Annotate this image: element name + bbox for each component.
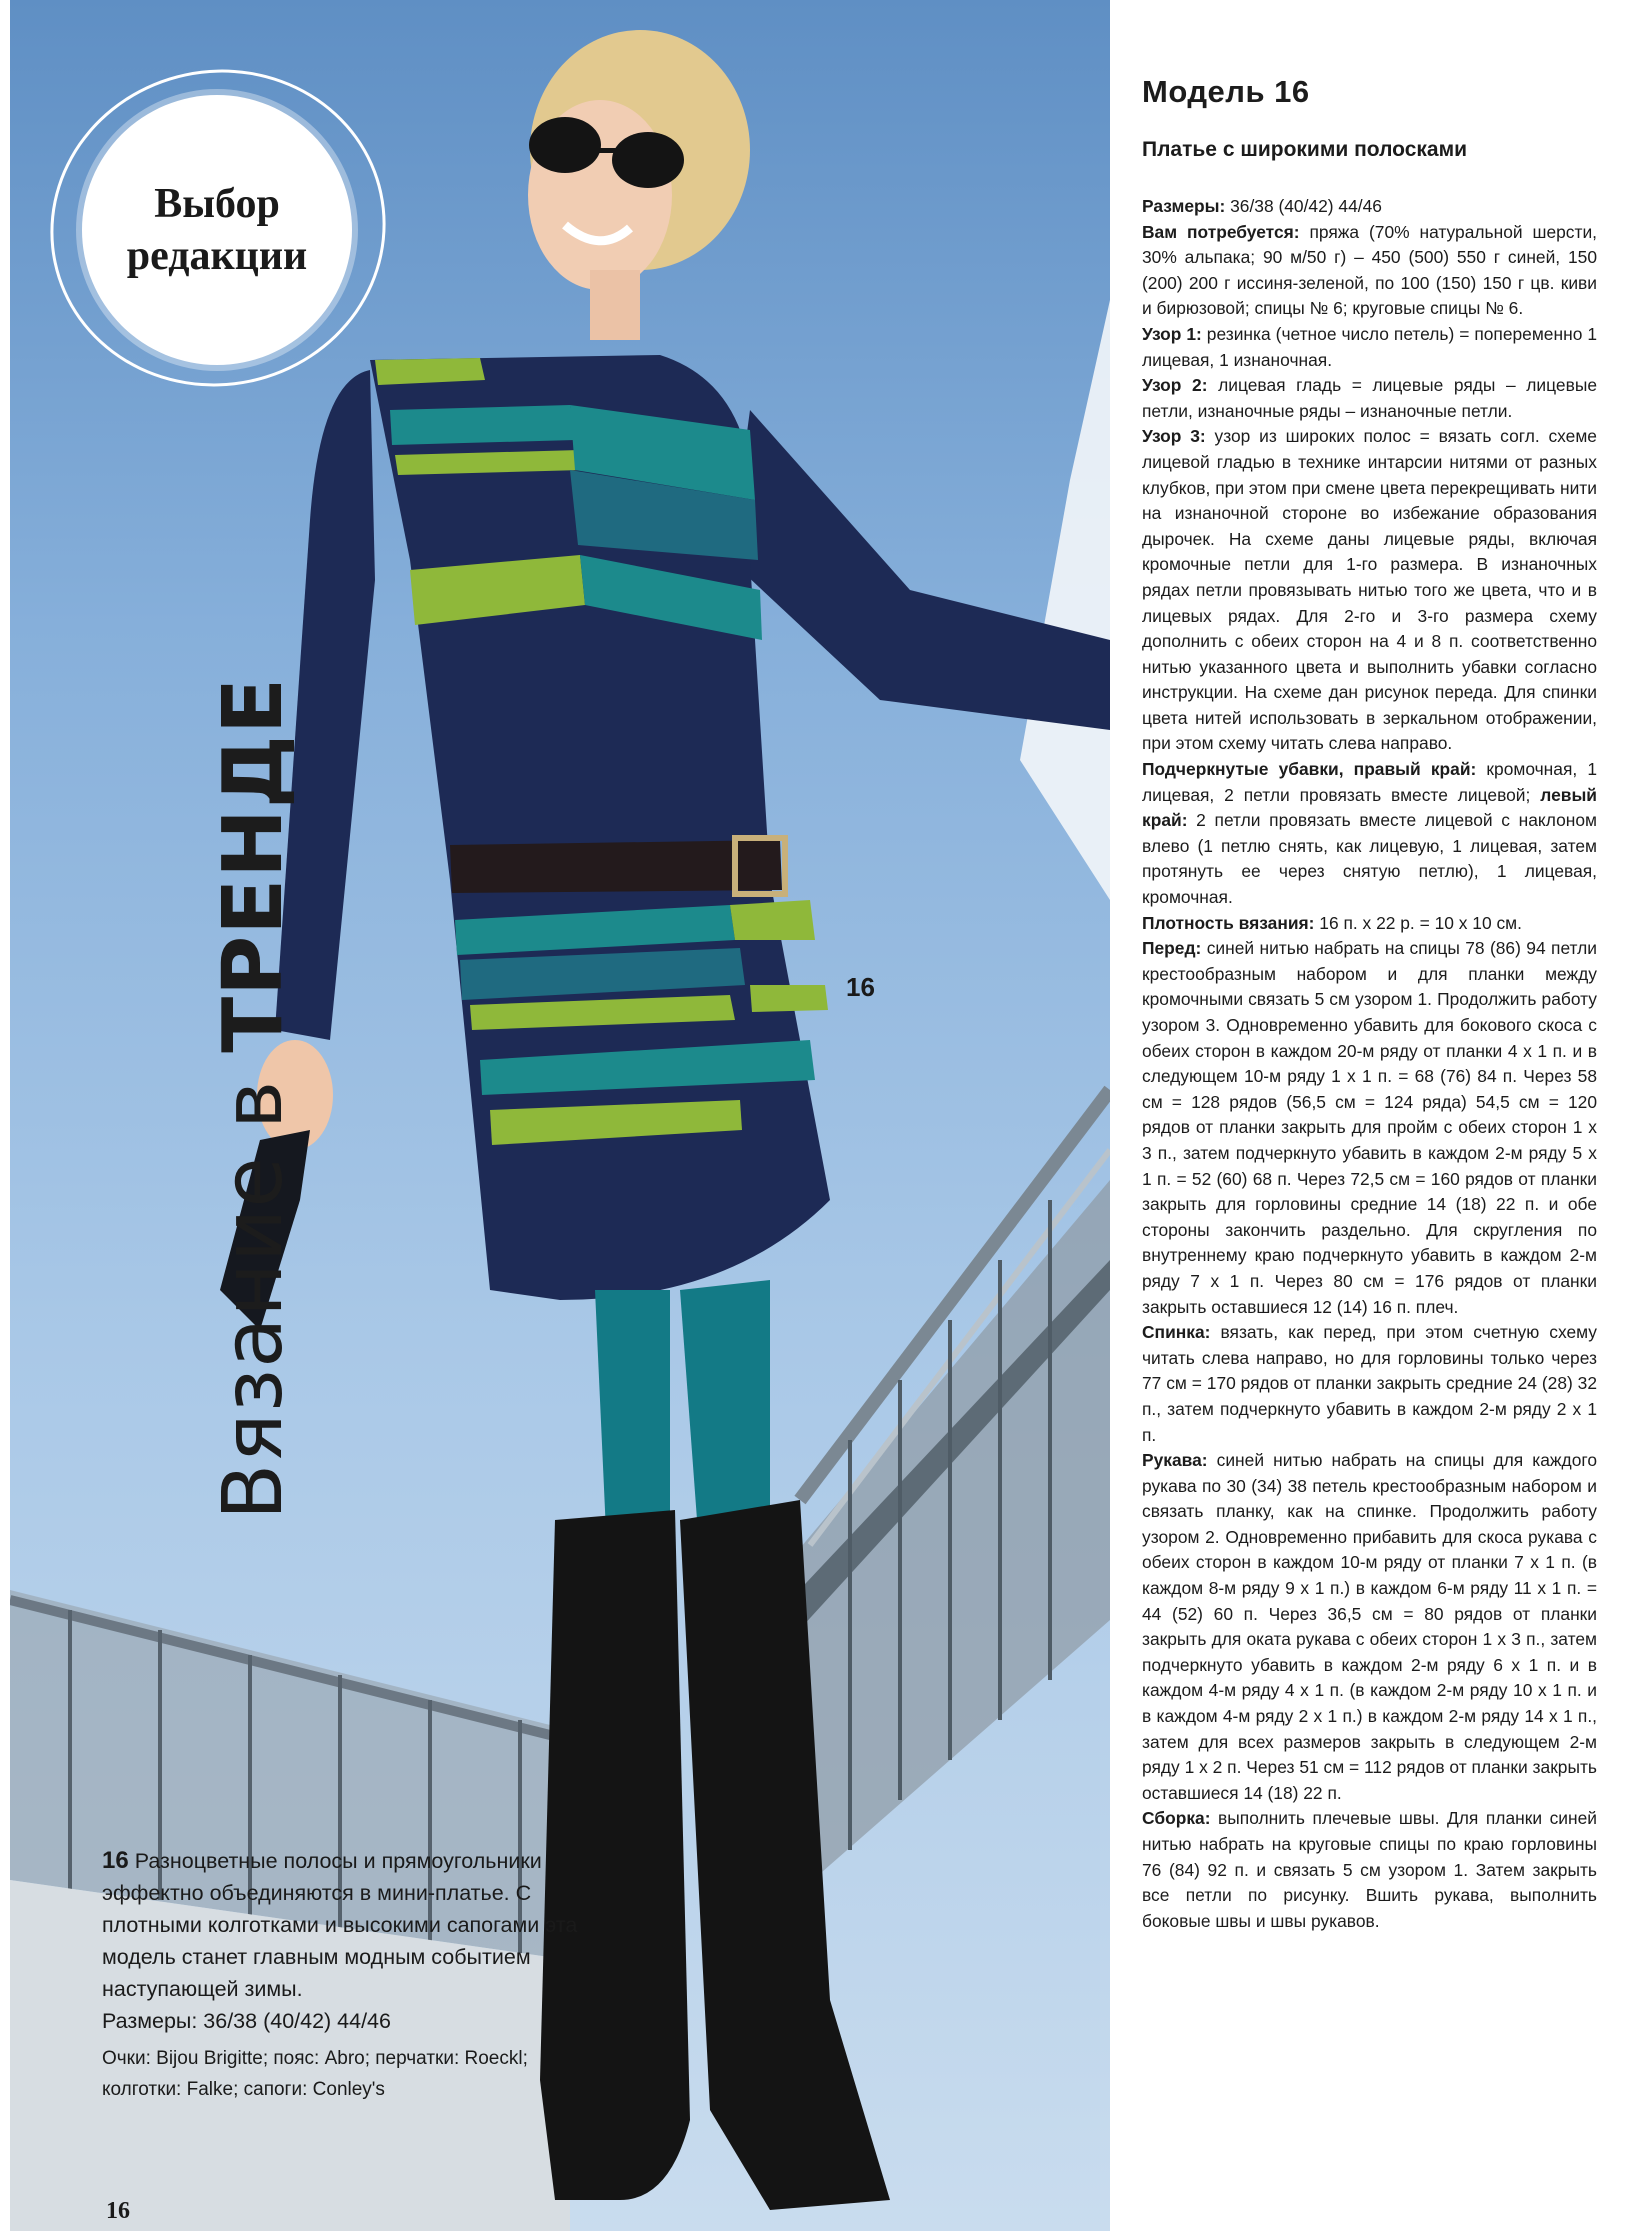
text-pattern-3: узор из широких полос = вязать согл. схеме лицевой гладью в технике интарсии нитями от разных клубков, при этом при смене цвета перекрещивать нити на изнаночной стороне во избежание образования дырочек. На схеме даны лицевые ряды, включая кромочные петли для 1-го размера. В изнаночных рядах петли провязывать нитью того же цвета, что и в лицевых рядах. Для 2-го и 3-го размера схему дополнить с обеих сторон на 4 и 8 п. соответственно нитью указанного цвета и выполнить убавки согласно инструкции. На схеме дан рисунок переда. Для спинки цвета нитей использовать в зеркальном отображении, при этом схему читать слева направо. [1142,426,1597,754]
pattern-instructions [1142,74,1597,1934]
model-title: Модель 16 [1142,74,1310,109]
section-title-part2: ТРЕНДЕ [206,677,301,1053]
text-pattern-1: резинка (четное число петель) = попеременно 1 лицевая, 1 изнаночная. [1142,323,1597,370]
text-sizes: 36/38 (40/42) 44/46 [1225,196,1382,216]
label-front: Перед: [1142,938,1202,959]
label-pattern-3: Узор 3: [1142,426,1206,447]
section-front [1142,936,1597,1320]
label-sizes: Размеры: [1142,196,1226,216]
badge-line2: редакции [126,233,308,279]
section-materials [1142,220,1597,322]
label-materials: Вам потребуется: [1142,221,1300,242]
sail [1020,300,1110,900]
belt [450,838,785,894]
text-front: синей нитью набрать на спицы 78 (86) 94 петли крестообразным набором и для планки между кромочными связать 5 см узором 1. Продолжить работу узором 3. Одновременно убавить для бокового скоса с обеих сторон в каждом 20-м ряду от планки 4 x 1 п. и в следующем 10-м ряду 1 x 1 п. = 68 (76) 84 п. Через 58 см = 128 рядов (56,5 см = 124 ряда) 54,5 см = 120 рядов от планки закрыть для пройм с обеих сторон 1 x 3 п., затем подчеркнуто убавить в каждом 2-м ряду 5 x 1 п. = 52 (60) 68 п. Через 72,5 см = 160 рядов от планки закрыть для горловины средние 14 (18) 22 п. и обе стороны закончить раздельно. Для скругления по внутреннему краю подчеркнуто убавить в каждом 2-м ряду 7 x 1 п. Через 80 см = 176 рядов от планки закрыть оставшиеся 12 (14) 16 п. плеч. [1142,938,1597,1317]
section-pattern-2 [1142,373,1597,424]
caption-sizes: Размеры: 36/38 (40/42) 44/46 [102,2009,391,2033]
text-pattern-2: лицевая гладь = лицевые ряды – лицевые петли, изнаночные ряды – изнаночные петли. [1142,375,1597,421]
section-gauge [1142,911,1597,937]
text-materials: пряжа (70% натуральной шерсти, 30% альпака; 90 м/50 г) – 450 (500) 550 г синей, 150 (200) 200 г иссиня-зеленой, по 100 (150) 150 г цв. киви и бирюзовой; спицы № 6; круговые спицы № 6. [1142,221,1598,319]
text-decreases-right: кромочная, 1 лицевая, 2 петли провязать вместе лицевой; [1142,759,1597,805]
section-pattern-3 [1142,424,1597,757]
text-decreases-left: 2 петли провязать вместе лицевой с наклоном влево (1 петлю снять, как лицевую, 1 лицевая, затем протянуть ее через снятую петлю), 1 лицевая, кромочная. [1142,810,1597,908]
fashion-photo [10,0,1110,2231]
section-pattern-1 [1142,322,1597,373]
label-back: Спинка: [1142,1322,1211,1343]
text-back: вязать, как перед, при этом счетную схему читать слева направо, но для горловины только через 77 см = 170 рядов от планки закрыть средние 24 (28) 32 п., затем подчеркнуто убавить в каждом 2-м ряду 2 x 1 п. [1142,1322,1597,1445]
text-sleeves: синей нитью набрать на спицы для каждого рукава по 30 (34) 38 петель крестообразным набором и связать планку, как на спинке. Продолжить работу узором 2. Одновременно прибавить для скоса рукава с обеих сторон в каждом 10-м ряду от планки 7 x 1 п. (в каждом 8-м ряду 9 x 1 п.) в каждом 6-м ряду 11 x 1 п. = 44 (52) 60 п. Через 36,5 см = 80 рядов от планки закрыть для оката рукава с обеих сторон 1 x 3 п., затем подчеркнуто убавить в каждом 2-м ряду 6 x 1 п. и в каждом 4-м ряду 4 x 1 п. (в каждом 2-м ряду 10 x 1 п. и в каждом 4-м ряду 2 x 1 п.) в каждом 2-м ряду 14 x 1 п., затем для всех размеров закрыть в следующем 2-м ряду 1 x 2 п. Через 51 см = 112 рядов от планки закрыть оставшиеся 14 (18) 22 п. [1142,1450,1597,1803]
label-pattern-2: Узор 2: [1142,375,1208,396]
photo-caption [102,1845,582,2105]
caption-number: 16 [102,1847,129,1874]
photo-model-marker: 16 [846,972,875,1002]
section-sizes [1142,194,1597,220]
section-decreases [1142,757,1597,911]
text-gauge: 16 п. x 22 р. = 10 x 10 см. [1314,912,1522,933]
railing [790,1090,1110,1900]
section-back [1142,1320,1597,1448]
label-assembly: Сборка: [1142,1808,1211,1829]
label-sleeves: Рукава: [1142,1450,1208,1471]
section-sleeves [1142,1448,1597,1806]
badge-line1: Выбор [154,180,280,227]
section-assembly [1142,1806,1597,1934]
section-title [206,677,301,1520]
editors-choice-badge [82,95,352,365]
right-sleeve [730,410,1110,730]
page-number: 16 [106,2198,130,2224]
model-subtitle: Платье с широкими полосками [1142,138,1468,161]
label-gauge: Плотность вязания: [1142,912,1315,933]
text-assembly: выполнить плечевые швы. Для планки синей нитью набрать на круговые спицы по краю горловины 76 (84) 92 п. и связать 5 см узором 1. Затем закрыть все петли по рисунку. Вшить рукава, выполнить боковые швы и швы рукавов. [1142,1808,1597,1931]
caption-credits: Очки: Bijou Brigitte; пояс: Abro; перчатки: Roeckl; колготки: Falke; сапоги: Conley's [102,2048,528,2100]
label-decreases-left: левый край: [1142,784,1597,831]
label-decreases-right: Подчеркнутые убавки, правый край: [1142,759,1477,780]
label-pattern-1: Узор 1: [1142,323,1202,344]
caption-text: Разноцветные полосы и прямоугольники эффектно объединяются в мини-платье. С плотными колготками и высокими сапогами эта модель станет главным модным событием наступающей зимы. [102,1849,578,2001]
section-title-part1: Вязание в [206,1052,301,1520]
instructions-body [1142,194,1597,1934]
